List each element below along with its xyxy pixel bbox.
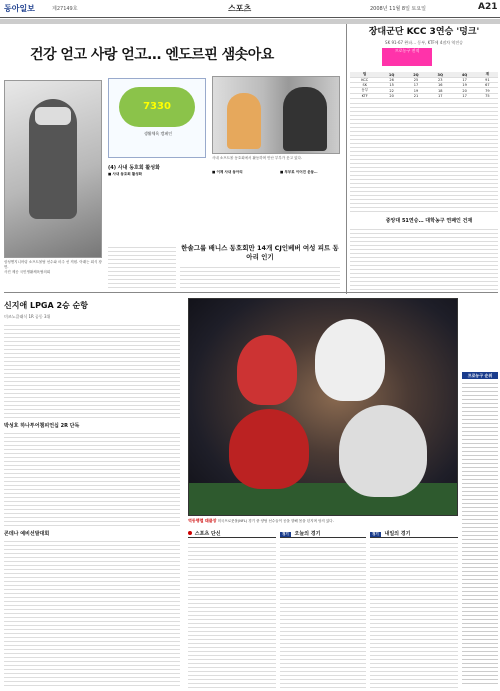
lead-body-1 (108, 172, 206, 238)
table-cell: 19 (452, 83, 476, 88)
table-cell: 17 (452, 78, 476, 83)
box-title-text: 오늘의 경기 (294, 531, 321, 537)
feature-photo (4, 80, 102, 258)
lpga-body-text-2 (4, 430, 180, 526)
kcc-subhead: SK 91-67 완파… 동부, KTF에 4점차 역전승 (385, 40, 463, 45)
bottom-box-today (280, 530, 366, 686)
lpga-subhead-3: 콘데나 예비선발대회 (4, 531, 50, 537)
campaign-badge (108, 78, 206, 158)
photo-person-left (227, 93, 261, 149)
caption-label: 역동행렬 태클장 (188, 518, 217, 523)
photo-turf (189, 483, 457, 515)
lead-body-3 (280, 170, 340, 240)
table-cell: 17 (452, 94, 476, 99)
mid-body-text-block (180, 264, 340, 290)
table-cell: 22 (379, 88, 403, 94)
photo-player (229, 409, 309, 489)
table-cell: KCC (350, 78, 379, 83)
table-cell: 17 (428, 94, 452, 99)
paper-name: 동아일보 (4, 4, 35, 13)
lead-subhead-2: ■ 이제 사내 동아리 (212, 170, 243, 174)
lpga-body-text-3 (4, 538, 180, 686)
score-col-header: 1Q (379, 72, 403, 78)
table-cell: 20 (452, 88, 476, 94)
score-col-header: 2Q (404, 72, 428, 78)
table-cell: 19 (404, 88, 428, 94)
box-title (280, 530, 366, 538)
photo-player (315, 319, 385, 401)
table-cell: 17 (404, 83, 428, 88)
score-badge: 프로농구 전적 (382, 48, 432, 66)
lpga-body-text (4, 322, 180, 418)
score-col-header: 계 (477, 72, 498, 78)
bullet-icon (188, 531, 192, 535)
issue-date: 2008년 11월 8일 토요일 (370, 6, 427, 12)
football-caption (188, 518, 458, 524)
couple-photo-caption: 사내 소프트볼 동호회에서 활동하며 만난 부부가 웃고 있다. (212, 156, 303, 160)
bball-headline: 중앙대 51연승… 대학농구 연패인 건재 (385, 218, 473, 224)
lpga-headline: 신지애 LPGA 2승 순항 (4, 301, 89, 310)
table-cell: 23 (428, 78, 452, 83)
photo-mask (35, 107, 71, 125)
table-cell: 67 (477, 83, 498, 88)
photo-person-right (283, 87, 327, 151)
page-number: A21 (478, 2, 498, 12)
table-cell: 26 (379, 78, 403, 83)
table-cell: 79 (477, 88, 498, 94)
couple-photo (212, 76, 340, 154)
table-cell: KTF (350, 94, 379, 99)
caption-text: 미국프로풋볼(NFL) 경기 중 양팀 선수들이 공을 향해 몸을 던지며 엉켜 있다. (217, 519, 334, 523)
table-cell: 15 (379, 83, 403, 88)
lead-headline: 건강 얻고 사랑 얻고… 엔도르핀 샘솟아요 (30, 47, 274, 63)
table-row (350, 94, 498, 99)
score-col-header: 3Q (428, 72, 452, 78)
box-tag: 경기 (282, 532, 289, 536)
lead-body-text-block (108, 244, 176, 290)
lpga-subhead: 미즈노클래식 1R 공동 3위 (4, 314, 51, 319)
results-list (462, 380, 498, 686)
kcc-body-text (350, 100, 498, 212)
results-header: 프로농구 순위 (462, 372, 498, 379)
mid-headline: 한솔그룹 배니스 동호회만 14개 CJ인베버 여성 피트 동아리 인기 (181, 244, 339, 261)
photo-player (237, 335, 297, 405)
campaign-label: 생활체육 캠페인 (143, 131, 173, 136)
table-cell: 동부 (350, 88, 379, 94)
table-cell: 25 (404, 78, 428, 83)
section-divider (4, 292, 498, 293)
table-cell: SK (350, 83, 379, 88)
lead-body-2 (212, 170, 272, 240)
table-cell: 75 (477, 94, 498, 99)
box-title (188, 530, 276, 538)
kcc-headline: 장대군단 KCC 3연승 '덩크' (368, 27, 480, 37)
table-cell: 20 (379, 94, 403, 99)
campaign-logo (119, 87, 195, 127)
score-col-header: 4Q (452, 72, 476, 78)
box-title (370, 530, 458, 538)
score-col-header: 팀 (350, 72, 379, 78)
box-body (370, 540, 458, 688)
box-tag: 경기 (372, 532, 379, 536)
table-cell: 91 (477, 78, 498, 83)
bottom-box-briefs (188, 530, 276, 686)
lead-subhead-1: ■ 사내 동호회 활성화 (108, 172, 143, 176)
lead-kicker: (4) 사내 동호회 활성화 (108, 165, 160, 171)
section-title: 스포츠 (228, 4, 252, 13)
box-body (188, 540, 276, 688)
box-body (280, 540, 366, 688)
bball-body-text (350, 226, 498, 290)
table-cell: 21 (404, 94, 428, 99)
table-cell: 18 (428, 88, 452, 94)
football-photo (188, 298, 458, 516)
box-title-text: 스포츠 단신 (194, 531, 221, 537)
feature-caption (4, 260, 102, 275)
score-table (350, 72, 498, 99)
bottom-box-tomorrow (370, 530, 458, 686)
lpga-subhead-2: 박성호 하나투어챔피언십 2R 단독 (4, 423, 80, 429)
campaign-number: 7330 (143, 101, 171, 112)
photo-player (339, 405, 427, 497)
feature-caption-text: 삼성엔지니어링 소프트볼팀 선수와 마주 선 직원. 아래는 회식 장면. (4, 260, 102, 269)
box-title-text: 내일의 경기 (384, 531, 411, 537)
lead-subhead-3: ■ 부부로 이어진 운동… (280, 170, 318, 174)
column-divider (346, 24, 347, 294)
table-cell: 16 (428, 83, 452, 88)
feature-credit: 사진 제공 국민생활체육협의회 (4, 270, 51, 274)
issue-number: 제27149호 (52, 6, 78, 12)
